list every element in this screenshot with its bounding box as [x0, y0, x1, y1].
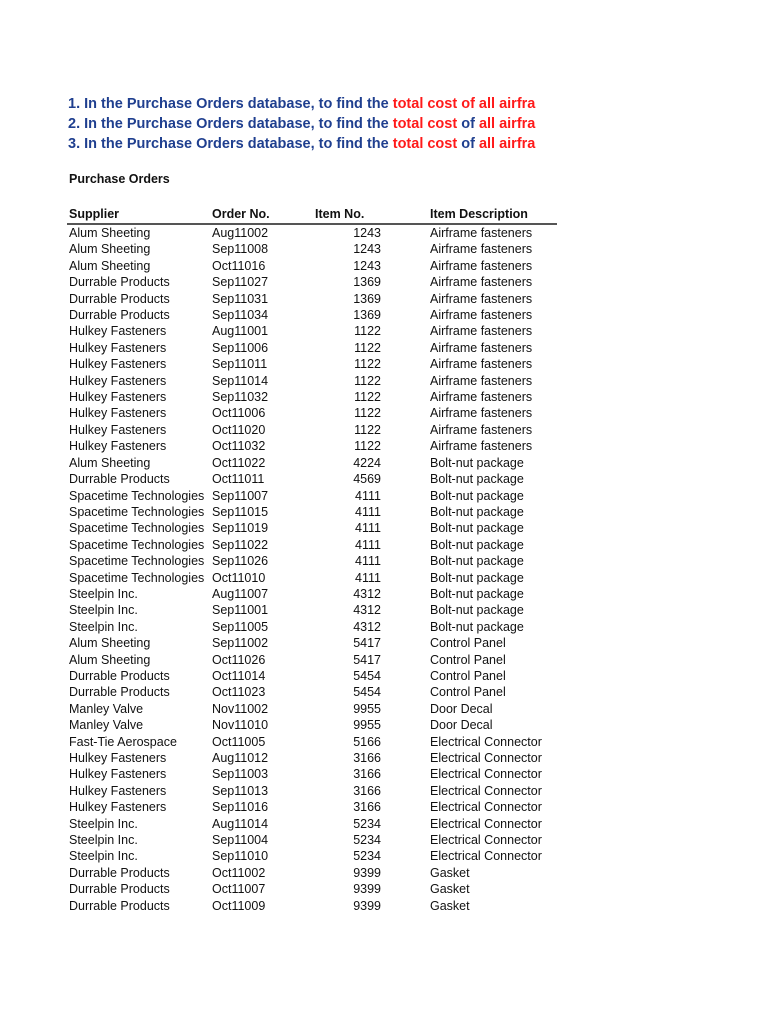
table-row: [67, 635, 557, 651]
table-row: [67, 898, 557, 914]
cell-item-no: 4224: [353, 455, 381, 470]
question-3-connector: of: [457, 136, 479, 152]
cell-supplier: Fast-Tie Aerospace: [69, 734, 177, 749]
cell-supplier: Steelpin Inc.: [69, 603, 138, 618]
header-supplier: Supplier: [67, 206, 210, 224]
cell-item-no: 5454: [353, 668, 381, 683]
cell-order-no: Sep11034: [212, 308, 269, 323]
cell-order-no: Oct11016: [212, 258, 266, 273]
cell-supplier: Durrable Products: [69, 882, 170, 897]
cell-supplier: Spacetime Technologies: [69, 554, 205, 569]
table-row: [67, 881, 557, 897]
cell-supplier: Durrable Products: [69, 275, 170, 290]
cell-supplier: Spacetime Technologies: [69, 488, 205, 503]
cell-item-no: 1243: [353, 242, 381, 257]
cell-item-no: 1369: [353, 275, 381, 290]
cell-supplier: Durrable Products: [69, 472, 170, 487]
table-row: [67, 734, 557, 750]
question-1-text: 1. In the Purchase Orders database, to find the: [68, 96, 393, 112]
cell-item-description: Airframe fasteners: [430, 275, 533, 290]
cell-item-description: Control Panel: [430, 685, 506, 700]
cell-supplier: Spacetime Technologies: [69, 504, 205, 519]
cell-order-no: Oct11006: [212, 406, 266, 421]
question-2: [68, 114, 555, 134]
table-body: [67, 224, 557, 914]
cell-item-description: Bolt-nut package: [430, 619, 524, 634]
cell-item-description: Electrical Connector: [430, 767, 542, 782]
table-row: [67, 652, 557, 668]
cell-order-no: Aug11012: [212, 751, 269, 765]
cell-supplier: Hulkey Fasteners: [69, 373, 167, 388]
cell-order-no: Sep11027: [212, 275, 269, 290]
cell-supplier: Steelpin Inc.: [69, 849, 138, 864]
cell-item-no: 3166: [353, 751, 381, 765]
cell-item-description: Bolt-nut package: [430, 537, 524, 552]
cell-order-no: Sep11022: [212, 537, 269, 552]
cell-item-no: 3166: [353, 800, 381, 815]
cell-supplier: Alum Sheeting: [69, 242, 151, 257]
question-list: [68, 94, 555, 154]
cell-item-no: 9955: [353, 718, 381, 733]
cell-supplier: Spacetime Technologies: [69, 570, 205, 585]
table-row: [67, 340, 557, 356]
table-row: [67, 865, 557, 881]
cell-order-no: Oct11026: [212, 652, 266, 667]
cell-order-no: Sep11031: [212, 291, 269, 306]
cell-item-no: 4111: [355, 537, 381, 552]
cell-order-no: Sep11002: [212, 636, 269, 651]
cell-item-description: Airframe fasteners: [430, 357, 533, 372]
cell-item-description: Airframe fasteners: [430, 324, 533, 339]
cell-item-no: 9955: [353, 701, 381, 716]
table-row: [67, 520, 557, 536]
question-1: [68, 94, 555, 114]
question-2-highlight: total cost: [392, 116, 458, 132]
cell-item-no: 4312: [353, 603, 381, 618]
table-row: [67, 570, 557, 586]
table-row: [67, 455, 557, 471]
table-row: [67, 750, 557, 766]
cell-order-no: Sep11015: [212, 504, 269, 519]
table-row: [67, 553, 557, 569]
cell-supplier: Durrable Products: [69, 898, 170, 913]
cell-item-description: Bolt-nut package: [430, 488, 524, 503]
cell-supplier: Steelpin Inc.: [69, 619, 138, 634]
cell-order-no: Sep11026: [212, 554, 269, 569]
cell-order-no: Sep11032: [212, 390, 269, 405]
cell-item-description: Airframe fasteners: [430, 373, 533, 388]
cell-supplier: Hulkey Fasteners: [69, 751, 167, 765]
cell-item-no: 1122: [354, 324, 381, 339]
cell-item-no: 1122: [354, 406, 381, 421]
table-row: [67, 258, 557, 274]
cell-item-description: Electrical Connector: [430, 800, 542, 815]
cell-item-no: 1122: [354, 439, 381, 454]
table-row: [67, 832, 557, 848]
cell-item-no: 5417: [353, 636, 381, 651]
cell-item-no: 4111: [355, 570, 381, 585]
cell-item-no: 4111: [355, 521, 381, 536]
cell-item-description: Gasket: [430, 882, 470, 897]
cell-item-no: 1122: [354, 373, 381, 388]
cell-item-description: Electrical Connector: [430, 849, 542, 864]
table-row: [67, 389, 557, 405]
cell-item-description: Airframe fasteners: [428, 224, 557, 241]
table-row: [67, 848, 557, 864]
cell-item-description: Control Panel: [430, 668, 506, 683]
table-row: [67, 602, 557, 618]
question-3-highlight-2: all airfra: [478, 136, 536, 152]
cell-order-no: Oct11011: [212, 472, 265, 487]
table-row: [67, 274, 557, 290]
table-row: [67, 668, 557, 684]
cell-item-description: Electrical Connector: [430, 751, 542, 765]
table-row: [67, 783, 557, 799]
question-3: [68, 134, 555, 154]
cell-item-no: 9399: [353, 865, 381, 880]
cell-order-no: Oct11023: [212, 685, 266, 700]
cell-item-no: 4111: [355, 488, 381, 503]
cell-item-description: Airframe fasteners: [430, 242, 533, 257]
question-2-highlight-2: all airfra: [478, 116, 536, 132]
cell-order-no: Oct11020: [212, 422, 266, 437]
cell-item-description: Control Panel: [430, 652, 506, 667]
table-row: [67, 619, 557, 635]
cell-supplier: Durrable Products: [69, 668, 170, 683]
table-row: [67, 537, 557, 553]
cell-supplier: Hulkey Fasteners: [69, 783, 167, 798]
cell-supplier: Steelpin Inc.: [69, 816, 138, 831]
cell-item-description: Bolt-nut package: [430, 570, 524, 585]
cell-order-no: Oct11032: [212, 439, 266, 454]
cell-item-description: Door Decal: [430, 718, 493, 733]
cell-item-no: 1122: [354, 390, 381, 405]
cell-item-description: Bolt-nut package: [430, 504, 524, 519]
cell-item-no: 1243: [313, 224, 428, 241]
cell-order-no: Sep11019: [212, 521, 269, 536]
table-row: [67, 488, 557, 504]
table-row: [67, 307, 557, 323]
cell-supplier: Alum Sheeting: [69, 636, 151, 651]
cell-item-description: Electrical Connector: [430, 833, 542, 848]
cell-item-no: 4569: [353, 472, 381, 487]
cell-order-no: Sep11011: [212, 357, 268, 372]
cell-supplier: Spacetime Technologies: [69, 537, 205, 552]
cell-item-description: Airframe fasteners: [430, 439, 533, 454]
cell-item-description: Airframe fasteners: [430, 422, 533, 437]
cell-order-no: Sep11016: [212, 800, 269, 815]
cell-order-no: Aug11014: [212, 816, 269, 831]
cell-item-description: Bolt-nut package: [430, 586, 524, 601]
cell-supplier: Alum Sheeting: [69, 652, 151, 667]
cell-supplier: Manley Valve: [69, 718, 144, 733]
cell-item-no: 4312: [353, 619, 381, 634]
table-row: [67, 405, 557, 421]
cell-item-description: Airframe fasteners: [430, 340, 533, 355]
cell-supplier: Steelpin Inc.: [69, 586, 138, 601]
table-header-row: [67, 206, 557, 224]
question-3-text: 3. In the Purchase Orders database, to find the: [68, 136, 393, 152]
cell-item-description: Electrical Connector: [430, 783, 542, 798]
cell-order-no: Sep11013: [212, 783, 269, 798]
cell-supplier: Manley Valve: [69, 701, 144, 716]
cell-supplier: Hulkey Fasteners: [69, 800, 167, 815]
cell-item-description: Airframe fasteners: [430, 308, 533, 323]
cell-supplier: Hulkey Fasteners: [69, 324, 167, 339]
cell-item-description: Door Decal: [430, 701, 493, 716]
table-row: [67, 438, 557, 454]
cell-order-no: Sep11006: [212, 340, 269, 355]
cell-order-no: Aug11007: [212, 586, 269, 601]
cell-supplier: Steelpin Inc.: [69, 833, 138, 848]
cell-order-no: Sep11004: [212, 833, 269, 848]
cell-order-no: Aug11001: [212, 324, 269, 339]
cell-order-no: Sep11001: [212, 603, 269, 618]
table-row: [67, 356, 557, 372]
cell-order-no: Sep11007: [212, 488, 269, 503]
cell-item-no: 1243: [353, 258, 381, 273]
header-item-no: Item No.: [313, 206, 428, 224]
table-row: [67, 816, 557, 832]
cell-order-no: Oct11010: [212, 570, 266, 585]
table-row: [67, 241, 557, 257]
cell-order-no: Sep11008: [212, 242, 269, 257]
cell-item-no: 4111: [355, 554, 381, 569]
cell-item-description: Airframe fasteners: [430, 406, 533, 421]
cell-item-description: Control Panel: [430, 636, 506, 651]
cell-order-no: Nov11002: [212, 701, 269, 716]
cell-item-description: Airframe fasteners: [430, 258, 533, 273]
cell-item-description: Bolt-nut package: [430, 521, 524, 536]
question-2-text: 2. In the Purchase Orders database, to find the: [68, 116, 393, 132]
question-2-connector: of: [457, 116, 479, 132]
cell-item-no: 5234: [353, 816, 381, 831]
table-row: [67, 373, 557, 389]
cell-supplier: Alum Sheeting: [69, 455, 151, 470]
table-row: [67, 291, 557, 307]
section-title: Purchase Orders: [69, 172, 170, 186]
cell-order-no: Oct11002: [212, 865, 266, 880]
cell-item-no: 4111: [355, 504, 381, 519]
cell-item-description: Airframe fasteners: [430, 390, 533, 405]
cell-supplier: Hulkey Fasteners: [69, 767, 167, 782]
header-item-description: Item Description: [428, 206, 557, 224]
cell-order-no: Sep11014: [212, 373, 269, 388]
cell-item-no: 1369: [353, 308, 381, 323]
cell-order-no: Aug11002: [210, 224, 313, 241]
table-row: [67, 766, 557, 782]
purchase-orders-table: [67, 206, 557, 914]
cell-item-description: Bolt-nut package: [430, 472, 524, 487]
cell-supplier: Durrable Products: [69, 685, 170, 700]
cell-item-no: 3166: [353, 783, 381, 798]
cell-order-no: Oct11014: [212, 668, 266, 683]
table-row: [67, 471, 557, 487]
cell-supplier: Alum Sheeting: [69, 258, 151, 273]
cell-supplier: Durrable Products: [69, 308, 170, 323]
cell-supplier: Spacetime Technologies: [69, 521, 205, 536]
cell-item-description: Gasket: [430, 865, 470, 880]
cell-order-no: Sep11010: [212, 849, 269, 864]
question-3-highlight: total cost: [392, 136, 458, 152]
table-row: [67, 684, 557, 700]
cell-order-no: Oct11005: [212, 734, 266, 749]
cell-order-no: Sep11003: [212, 767, 269, 782]
cell-item-no: 9399: [353, 898, 381, 913]
cell-supplier: Hulkey Fasteners: [69, 357, 167, 372]
cell-item-no: 1369: [353, 291, 381, 306]
cell-supplier: Hulkey Fasteners: [69, 422, 167, 437]
cell-supplier: Hulkey Fasteners: [69, 340, 167, 355]
cell-supplier: Durrable Products: [69, 865, 170, 880]
cell-item-description: Gasket: [430, 898, 470, 913]
table-row: [67, 323, 557, 339]
table-row: [67, 586, 557, 602]
cell-order-no: Oct11009: [212, 898, 266, 913]
cell-item-no: 4312: [353, 586, 381, 601]
cell-item-no: 5417: [353, 652, 381, 667]
cell-order-no: Sep11005: [212, 619, 269, 634]
cell-supplier: Alum Sheeting: [67, 224, 210, 241]
cell-item-no: 1122: [354, 422, 381, 437]
cell-item-description: Electrical Connector: [430, 816, 542, 831]
table-row: [67, 799, 557, 815]
cell-order-no: Nov11010: [212, 718, 269, 733]
cell-item-no: 5234: [353, 833, 381, 848]
cell-item-description: Bolt-nut package: [430, 554, 524, 569]
cell-supplier: Hulkey Fasteners: [69, 406, 167, 421]
cell-item-description: Airframe fasteners: [430, 291, 533, 306]
cell-supplier: Durrable Products: [69, 291, 170, 306]
cell-supplier: Hulkey Fasteners: [69, 439, 167, 454]
cell-item-no: 1122: [354, 340, 381, 355]
cell-item-no: 5454: [353, 685, 381, 700]
cell-item-no: 5234: [353, 849, 381, 864]
cell-order-no: Oct11022: [212, 455, 266, 470]
cell-supplier: Hulkey Fasteners: [69, 390, 167, 405]
cell-item-no: 1122: [354, 357, 381, 372]
question-1-highlight: total cost of all airfra: [392, 96, 536, 112]
cell-item-no: 9399: [353, 882, 381, 897]
table-row: [67, 504, 557, 520]
table-row: [67, 224, 557, 241]
table-row: [67, 422, 557, 438]
table-row: [67, 717, 557, 733]
cell-item-description: Bolt-nut package: [430, 455, 524, 470]
cell-item-no: 3166: [353, 767, 381, 782]
cell-item-no: 5166: [353, 734, 381, 749]
header-order-no: Order No.: [210, 206, 313, 224]
table-row: [67, 701, 557, 717]
cell-order-no: Oct11007: [212, 882, 266, 897]
cell-item-description: Bolt-nut package: [430, 603, 524, 618]
cell-item-description: Electrical Connector: [430, 734, 542, 749]
